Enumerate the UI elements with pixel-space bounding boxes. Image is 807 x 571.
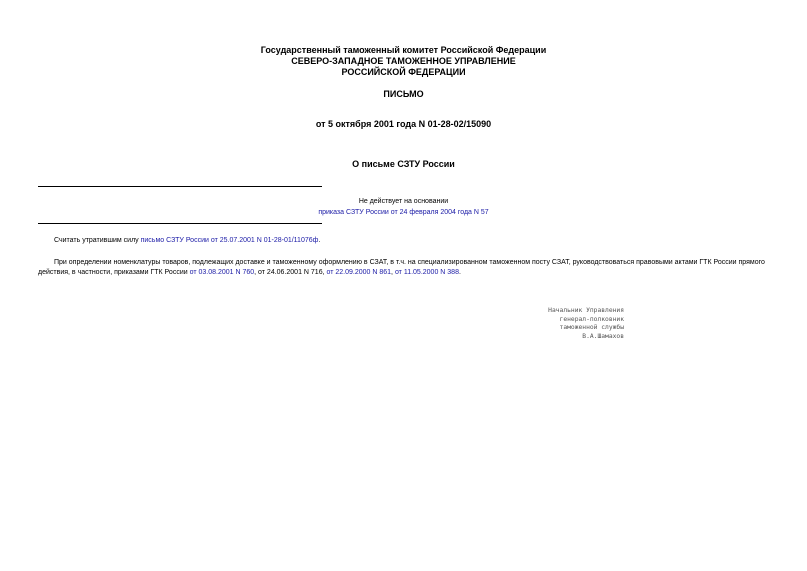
order-760-link[interactable]: от 03.08.2001 N 760 — [189, 269, 255, 276]
signature-position: Начальник Управления — [548, 307, 624, 314]
document-date-number: от 5 октября 2001 года N 01-28-02/15090 — [315, 119, 492, 129]
status-note: Не действует на основании — [358, 198, 449, 205]
paragraph-2-sep2: , — [391, 269, 395, 276]
paragraph-1 — [38, 236, 773, 246]
paragraph-2 — [38, 258, 773, 278]
agency-header — [0, 45, 807, 78]
paragraph-2-text: При определении номенклатуры товаров, подлежащих доставке и таможенному оформлению в СЗАТ, в т.ч. на специализированном таможенном посту СЗАТ, руководствоваться правовыми актами ГТК России прямого действия, в частности, приказами ГТК России — [38, 259, 765, 276]
agency-name-line3: РОССИЙСКОЙ ФЕДЕРАЦИИ — [341, 67, 466, 77]
agency-name-line1: Государственный таможенный комитет Российской Федерации — [260, 45, 547, 55]
repeal-order-link[interactable]: приказа СЗТУ России от 24 февраля 2004 года N 57 — [318, 209, 489, 216]
order-388-link[interactable]: от 11.05.2000 N 388 — [394, 269, 459, 276]
order-861-link[interactable]: от 22.09.2000 N 861 — [326, 269, 392, 276]
signature-block — [480, 307, 624, 341]
document-subject: О письме СЗТУ России — [352, 159, 455, 169]
paragraph-1-suffix: . — [318, 237, 321, 244]
signature-rank: генерал-полковник — [559, 315, 624, 323]
document-type: ПИСЬМО — [383, 89, 424, 99]
paragraph-2-sep1: , от 24.06.2001 N 716, — [254, 269, 327, 276]
status-link-line — [0, 208, 807, 218]
paragraph-2-end: . — [458, 269, 461, 276]
repealed-letter-link[interactable]: письмо СЗТУ России от 25.07.2001 N 01-28-01/11076ф — [140, 237, 319, 244]
signature-service: таможенной службы — [559, 324, 624, 331]
status-divider-bottom — [38, 223, 322, 224]
paragraph-1-prefix: Считать утратившим силу — [54, 237, 141, 244]
status-divider-top — [38, 186, 322, 187]
agency-name-line2: СЕВЕРО-ЗАПАДНОЕ ТАМОЖЕННОЕ УПРАВЛЕНИЕ — [291, 56, 516, 66]
signature-name: В.А.Шамахов — [582, 332, 624, 340]
